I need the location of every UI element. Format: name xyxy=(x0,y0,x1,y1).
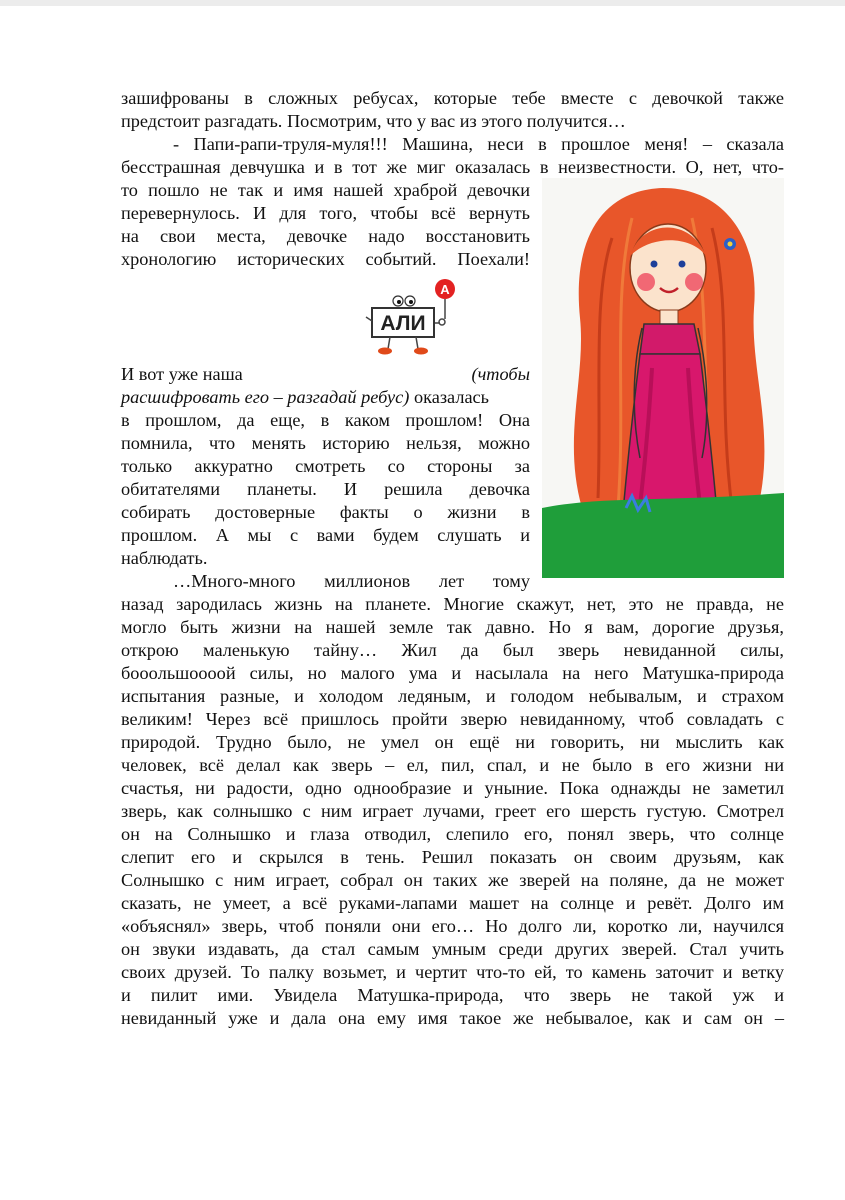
text-segment: И вот уже наша xyxy=(121,364,243,384)
text-segment: оказалась xyxy=(413,387,490,407)
text-line: то пошло не так и имя нашей храброй девочки xyxy=(121,180,530,200)
text-line: испытания разные, и холодом ледяным, и голодом небывалым, и страхом xyxy=(121,686,784,706)
text-segment-italic: (чтобы xyxy=(471,364,530,384)
text-line: …Много-много миллионов лет тому xyxy=(173,571,530,591)
text-line: «объяснял» зверь, чтоб поняли они его… Но долго ли, коротко ли, научился xyxy=(121,916,784,936)
text-line: обитателями планеты. И решила девочка xyxy=(121,479,530,499)
rebus-ali-image xyxy=(352,277,462,357)
text-line: в прошлом, да еще, в каком прошлом! Она xyxy=(121,410,530,430)
text-line: помнила, что менять историю нельзя, можно xyxy=(121,433,530,453)
text-line: могло быть жизни на нашей земле так давно. Но я вам, дорогие друзья, xyxy=(121,617,784,637)
text-line: слепит его и скрылся в тень. Решил показать он своим друзьям, как xyxy=(121,847,784,867)
rebus-badge-letter: А xyxy=(440,282,450,297)
text-line: бoooльшоооой силы, но малого ума и насылала на него Матушка-природа xyxy=(121,663,784,683)
text-line: своих друзей. То палку возьмет, и чертит что-то ей, то камень заточит и ветку xyxy=(121,962,784,982)
text-line: счастья, ни радости, одно однообразие и уныние. Пока однажды не заметил xyxy=(121,778,784,798)
text-line: предстоит разгадать. Посмотрим, что у вас из этого получится… xyxy=(121,111,626,131)
text-line: прошлом. А мы с вами будем слушать и xyxy=(121,525,530,545)
text-line: зашифрованы в сложных ребусах, которые тебе вместе с девочкой также xyxy=(121,88,784,108)
text-segment-italic: расшифровать его – разгадай ребус) xyxy=(121,387,410,407)
text-line: наблюдать. xyxy=(121,548,208,568)
rebus-word: АЛИ xyxy=(380,312,426,335)
text-line: перевернулось. И для того, чтобы всё вернуть xyxy=(121,203,530,223)
text-line: он звуки издавать, да стал самым умным среди других зверей. Стал учить xyxy=(121,939,784,959)
text-line: хронологию исторических событий. Поехали! xyxy=(121,249,530,269)
text-line: зверь, как солнышко с ним играет лучами, греет его шерсть густую. Смотрел xyxy=(121,801,784,821)
text-line: на свои места, девочке надо восстановить xyxy=(121,226,530,246)
text-line: только аккуратно смотреть со стороны за xyxy=(121,456,530,476)
text-line xyxy=(121,386,530,409)
text-line: и пилит ими. Увидела Матушка-природа, что зверь не такой уж и xyxy=(121,985,784,1005)
text-line: он на Солнышко и глаза отводил, слепило его, понял зверь, что солнце xyxy=(121,824,784,844)
text-line: собирать достоверные факты о жизни в xyxy=(121,502,530,522)
text-line: великим! Через всё пришлось пройти зверю невиданному, чтоб совладать с xyxy=(121,709,784,729)
text-line xyxy=(121,363,530,386)
text-line: назад зародилась жизнь на планете. Многие скажут, нет, это не правда, не xyxy=(121,594,784,614)
girl-drawing-image xyxy=(542,178,784,578)
text-line: ‐ Папи‐рапи‐труля‐муля!!! Машина, неси в прошлое меня! – сказала xyxy=(173,134,784,154)
text-line: человек, всё делал как зверь – ел, пил, спал, и не было в его жизни ни xyxy=(121,755,784,775)
text-line: бесстрашная девчушка и в тот же миг оказалась в неизвестности. О, нет, что- xyxy=(121,157,784,177)
text-line: открою маленькую тайну… Жил да был зверь невиданной силы, xyxy=(121,640,784,660)
text-line: сказать, не умеет, а всё руками-лапами машет на солнце и ревёт. Долго им xyxy=(121,893,784,913)
text-line: природой. Трудно было, не умел он ещё ни говорить, ни мыслить как xyxy=(121,732,784,752)
text-line: Солнышко с ним играет, собрал он таких же зверей на поляне, да не может xyxy=(121,870,784,890)
text-line: невиданный уже и дала она ему имя такое же небывалое, как и сам он – xyxy=(121,1008,784,1028)
